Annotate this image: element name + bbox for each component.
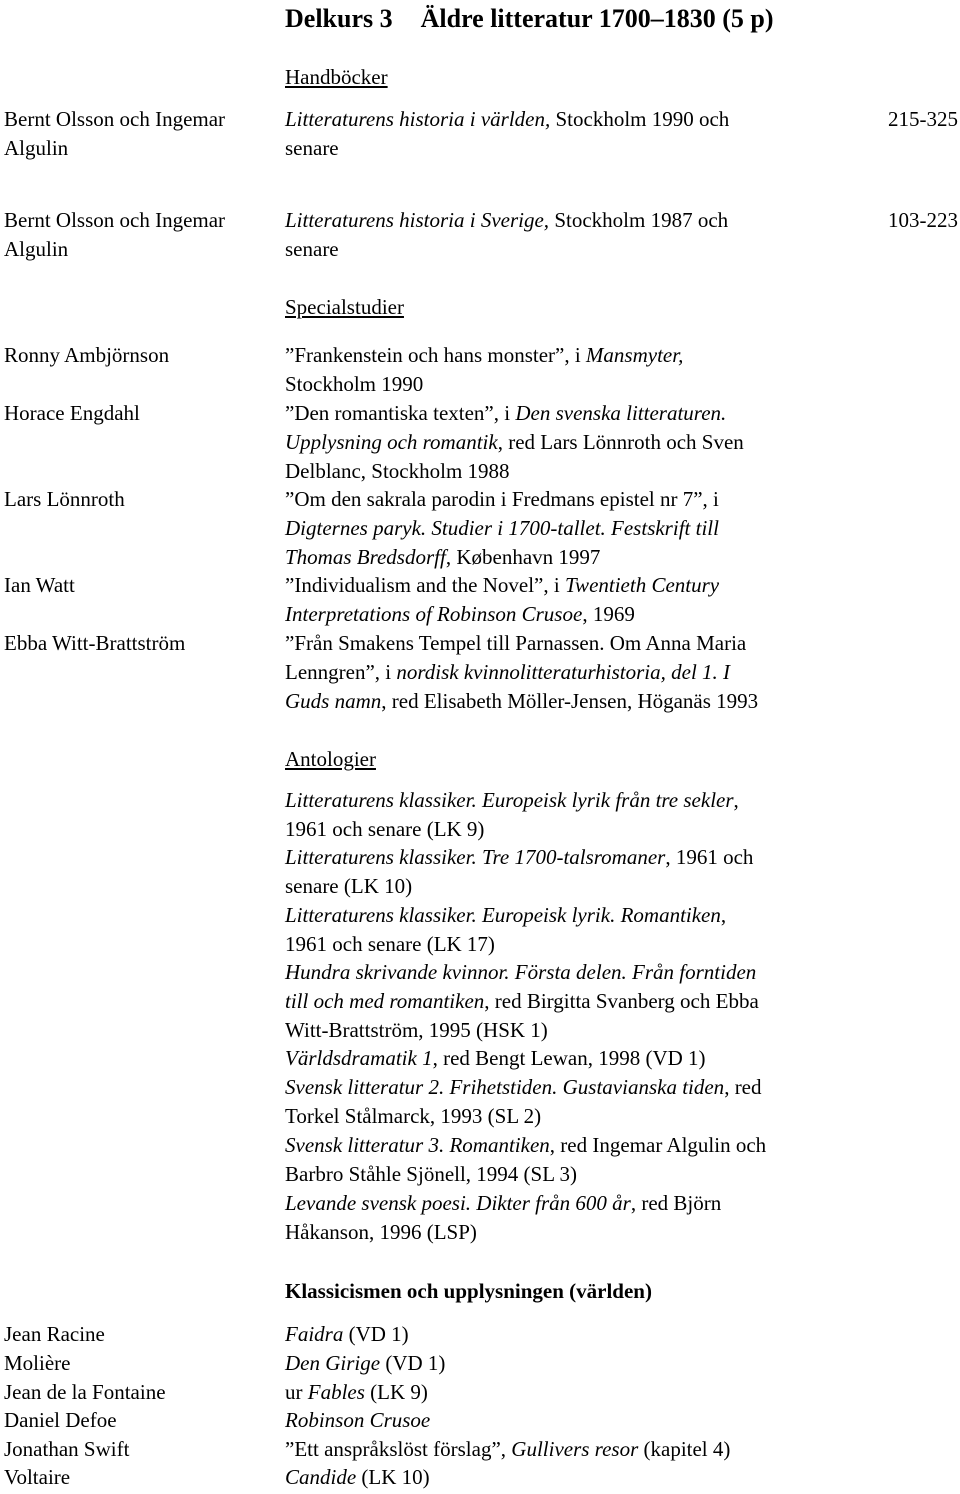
course-label: Delkurs 3	[285, 4, 393, 33]
author: Bernt Olsson och Ingemar	[4, 208, 226, 232]
handbooks-heading: Handböcker	[285, 65, 388, 89]
author: Algulin	[4, 237, 69, 261]
author: Horace Engdahl	[4, 401, 140, 425]
author: Lars Lönnroth	[4, 487, 125, 511]
book-title: senare	[285, 136, 339, 160]
author: Algulin	[4, 136, 69, 160]
book-title: senare	[285, 237, 339, 261]
book-title: Litteraturens historia i Sverige, Stockholm 1987 och	[285, 208, 729, 232]
page-title	[285, 2, 774, 36]
page-range: 215-325	[888, 107, 958, 131]
author: Bernt Olsson och Ingemar	[4, 107, 226, 131]
author: Ronny Ambjörnson	[4, 343, 170, 367]
course-title: Äldre litteratur 1700–1830 (5 p)	[420, 4, 774, 33]
author: Ebba Witt-Brattström	[4, 631, 186, 655]
author: Ian Watt	[4, 573, 75, 597]
special-heading: Specialstudier	[285, 295, 404, 319]
page-range: 103-223	[888, 208, 958, 232]
anthologies-heading: Antologier	[285, 747, 376, 771]
book-title: Litteraturens historia i världen, Stockholm 1990 och	[285, 107, 730, 131]
classicism-heading: Klassicismen och upplysningen (världen)	[285, 1279, 652, 1303]
